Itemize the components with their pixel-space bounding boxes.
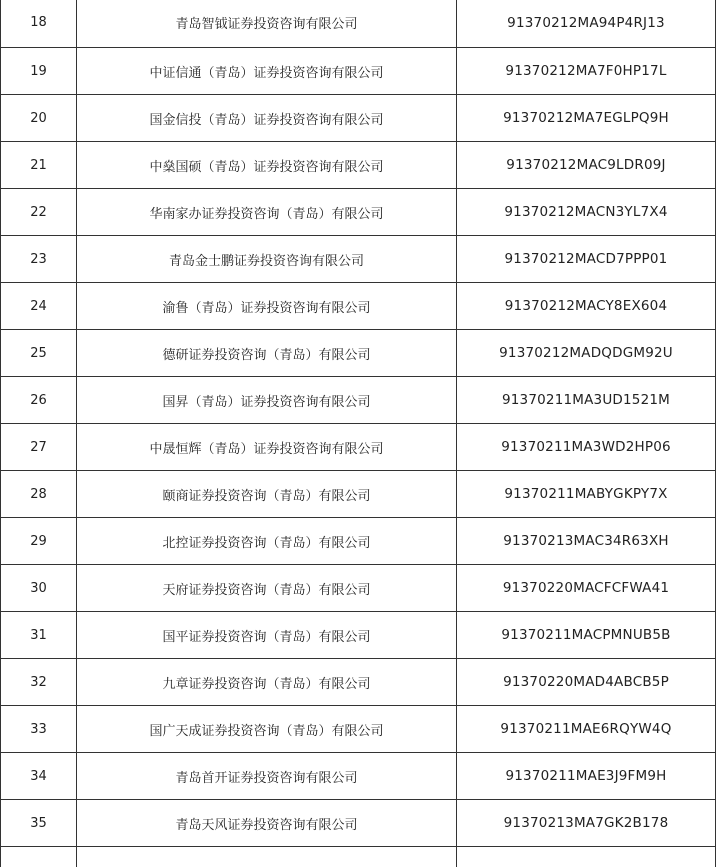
credit-code: 91370213MAC34R63XH [456, 518, 716, 564]
row-number: 21 [0, 142, 76, 188]
table-row [0, 471, 716, 518]
credit-code: 91370211MA3WD2HP06 [456, 424, 716, 470]
credit-code: 91370220MACFCFWA41 [456, 565, 716, 611]
table-row [0, 0, 716, 48]
row-number: 20 [0, 95, 76, 141]
table-row [0, 706, 716, 753]
table-row [0, 283, 716, 330]
credit-code: 91370211MACPMNUB5B [456, 612, 716, 658]
table-row [0, 612, 716, 659]
company-name: 颐商证券投资咨询（青岛）有限公司 [76, 471, 456, 517]
company-name: 德研证券投资咨询（青岛）有限公司 [76, 330, 456, 376]
company-name: 国金信投（青岛）证券投资咨询有限公司 [76, 95, 456, 141]
company-name: 青岛金士鹏证券投资咨询有限公司 [76, 236, 456, 282]
table-row-partial [0, 847, 716, 867]
row-number-empty [0, 847, 76, 867]
credit-code: 91370212MACY8EX604 [456, 283, 716, 329]
table-row [0, 95, 716, 142]
row-number: 29 [0, 518, 76, 564]
row-number: 26 [0, 377, 76, 423]
row-number: 27 [0, 424, 76, 470]
credit-code: 91370211MABYGKPY7X [456, 471, 716, 517]
row-number: 31 [0, 612, 76, 658]
row-number: 35 [0, 800, 76, 846]
company-name: 青岛天风证券投资咨询有限公司 [76, 800, 456, 846]
row-number: 33 [0, 706, 76, 752]
company-name: 华南家办证券投资咨询（青岛）有限公司 [76, 189, 456, 235]
company-name: 青岛首开证券投资咨询有限公司 [76, 753, 456, 799]
company-name: 中证信通（青岛）证券投资咨询有限公司 [76, 48, 456, 94]
row-number: 28 [0, 471, 76, 517]
table-row [0, 753, 716, 800]
table-row [0, 330, 716, 377]
company-name: 北控证券投资咨询（青岛）有限公司 [76, 518, 456, 564]
row-number: 25 [0, 330, 76, 376]
company-name: 中燊国硕（青岛）证券投资咨询有限公司 [76, 142, 456, 188]
company-name: 九章证券投资咨询（青岛）有限公司 [76, 659, 456, 705]
table-row [0, 424, 716, 471]
credit-code: 91370212MA7EGLPQ9H [456, 95, 716, 141]
table-row [0, 800, 716, 847]
table-row [0, 518, 716, 565]
credit-code: 91370212MACD7PPP01 [456, 236, 716, 282]
credit-code: 91370212MACN3YL7X4 [456, 189, 716, 235]
table-row [0, 189, 716, 236]
company-name: 青岛智钺证券投资咨询有限公司 [76, 0, 456, 47]
company-name: 国平证券投资咨询（青岛）有限公司 [76, 612, 456, 658]
table-row [0, 565, 716, 612]
credit-code: 91370211MA3UD1521M [456, 377, 716, 423]
credit-code: 91370212MA94P4RJ13 [456, 0, 716, 47]
credit-code: 91370211MAE6RQYW4Q [456, 706, 716, 752]
credit-code: 91370213MA7GK2B178 [456, 800, 716, 846]
company-name: 国广天成证券投资咨询（青岛）有限公司 [76, 706, 456, 752]
table-row [0, 659, 716, 706]
table-row [0, 236, 716, 283]
row-number: 32 [0, 659, 76, 705]
credit-code: 91370212MA7F0HP17L [456, 48, 716, 94]
row-number: 23 [0, 236, 76, 282]
company-name: 国昇（青岛）证券投资咨询有限公司 [76, 377, 456, 423]
credit-code-empty [456, 847, 716, 867]
credit-code: 91370212MADQDGM92U [456, 330, 716, 376]
table-row [0, 377, 716, 424]
table-row [0, 142, 716, 189]
company-name-empty [76, 847, 456, 867]
row-number: 34 [0, 753, 76, 799]
credit-code: 91370211MAE3J9FM9H [456, 753, 716, 799]
credit-code: 91370220MAD4ABCB5P [456, 659, 716, 705]
credit-code: 91370212MAC9LDR09J [456, 142, 716, 188]
row-number: 24 [0, 283, 76, 329]
company-name: 天府证券投资咨询（青岛）有限公司 [76, 565, 456, 611]
row-number: 18 [0, 0, 76, 47]
row-number: 30 [0, 565, 76, 611]
row-number: 22 [0, 189, 76, 235]
table-row [0, 48, 716, 95]
row-number: 19 [0, 48, 76, 94]
company-name: 中晟恒辉（青岛）证券投资咨询有限公司 [76, 424, 456, 470]
company-name: 渝鲁（青岛）证券投资咨询有限公司 [76, 283, 456, 329]
